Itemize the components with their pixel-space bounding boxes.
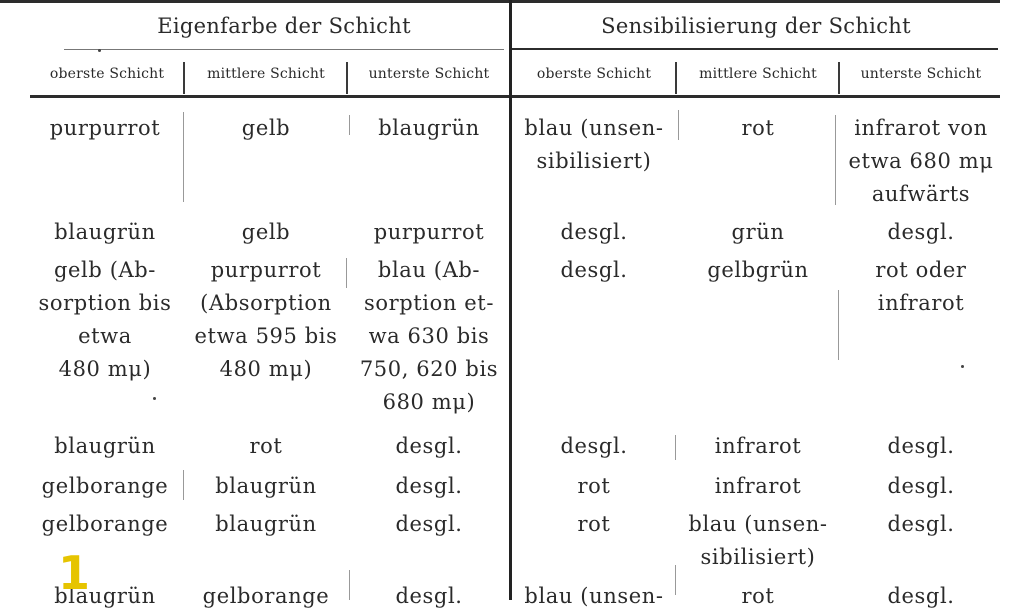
table-cell: blau (unsen- xyxy=(524,584,664,608)
table-cell: gelborange xyxy=(41,512,169,536)
table-cell: rot xyxy=(577,512,611,536)
group-header-eigenfarbe: Eigenfarbe der Schicht xyxy=(157,14,411,38)
table-cell: blaugrün xyxy=(215,474,317,498)
table-cell: grün xyxy=(731,220,785,244)
table-cell: blaugrün xyxy=(54,220,156,244)
table-cell: desgl. xyxy=(887,584,955,608)
scan-speck xyxy=(98,49,101,52)
body-divider-4b xyxy=(675,435,676,460)
divider-left-2 xyxy=(346,62,348,94)
scan-speck xyxy=(153,397,156,400)
table-cell: gelb xyxy=(241,116,291,140)
subheader-mittlere-2: mittlere Schicht xyxy=(699,66,817,82)
subheader-mittlere-1: mittlere Schicht xyxy=(207,66,325,82)
top-rule xyxy=(0,0,1000,3)
header-rule-right xyxy=(512,48,998,50)
table-cell: rot oder infrarot xyxy=(875,258,967,315)
table-cell: desgl. xyxy=(887,512,955,536)
body-divider-4c xyxy=(675,565,676,595)
table-cell: desgl. xyxy=(395,584,463,608)
table-cell: desgl. xyxy=(887,434,955,458)
body-divider-1b xyxy=(183,470,184,500)
table-cell: blau (unsen- sibilisiert) xyxy=(688,512,828,569)
table-cell: gelbgrün xyxy=(707,258,809,282)
body-divider-2b xyxy=(346,258,347,288)
table-cell: purpurrot xyxy=(49,116,161,140)
table-cell: infrarot xyxy=(714,434,802,458)
table-cell: rot xyxy=(741,116,775,140)
table-cell: desgl. xyxy=(560,258,628,282)
table-cell: desgl. xyxy=(887,220,955,244)
table-cell: purpurrot xyxy=(373,220,485,244)
group-header-sensibilisierung: Sensibilisierung der Schicht xyxy=(601,14,911,38)
header-rule-left xyxy=(64,49,504,50)
table-cell: infrarot von etwa 680 mμ aufwärts xyxy=(848,116,994,206)
table-cell: desgl. xyxy=(395,512,463,536)
table-cell: blaugrün xyxy=(215,512,317,536)
subheader-oberste-2: oberste Schicht xyxy=(536,66,652,82)
table-cell: desgl. xyxy=(560,434,628,458)
table-cell: desgl. xyxy=(560,220,628,244)
table-cell: desgl. xyxy=(395,434,463,458)
center-divider xyxy=(509,0,512,600)
body-divider-1a xyxy=(183,112,184,202)
subheader-oberste-1: oberste Schicht xyxy=(49,66,165,82)
table-cell: blau (unsen- sibilisiert) xyxy=(524,116,664,173)
table-cell: blaugrün xyxy=(54,584,156,608)
table-cell: gelb xyxy=(241,220,291,244)
table-cell: desgl. xyxy=(395,474,463,498)
subheader-unterste-2: unterste Schicht xyxy=(860,66,982,82)
divider-right-1 xyxy=(675,62,677,94)
table-cell: blaugrün xyxy=(54,434,156,458)
table-cell: desgl. xyxy=(887,474,955,498)
table-cell: rot xyxy=(249,434,283,458)
header-bottom-rule xyxy=(30,95,1000,98)
table-cell: gelborange xyxy=(41,474,169,498)
watermark-mark: 1 xyxy=(58,546,91,600)
table-cell: blaugrün xyxy=(378,116,480,140)
table-cell: purpurrot (Absorption etwa 595 bis 480 mμ) xyxy=(194,258,338,381)
table-cell: blau (Ab- sorption et- wa 630 bis 750, 620 bis 680 mμ) xyxy=(359,258,499,414)
body-divider-5b xyxy=(838,290,839,360)
scan-speck xyxy=(961,365,964,368)
table-cell: gelb (Ab- sorption bis etwa 480 mμ) xyxy=(38,258,172,381)
table-cell: gelborange xyxy=(202,584,330,608)
table-cell: rot xyxy=(577,474,611,498)
divider-right-2 xyxy=(838,62,840,94)
table-cell: infrarot xyxy=(714,474,802,498)
subheader-unterste-1: unterste Schicht xyxy=(368,66,490,82)
table-cell: rot xyxy=(741,584,775,608)
